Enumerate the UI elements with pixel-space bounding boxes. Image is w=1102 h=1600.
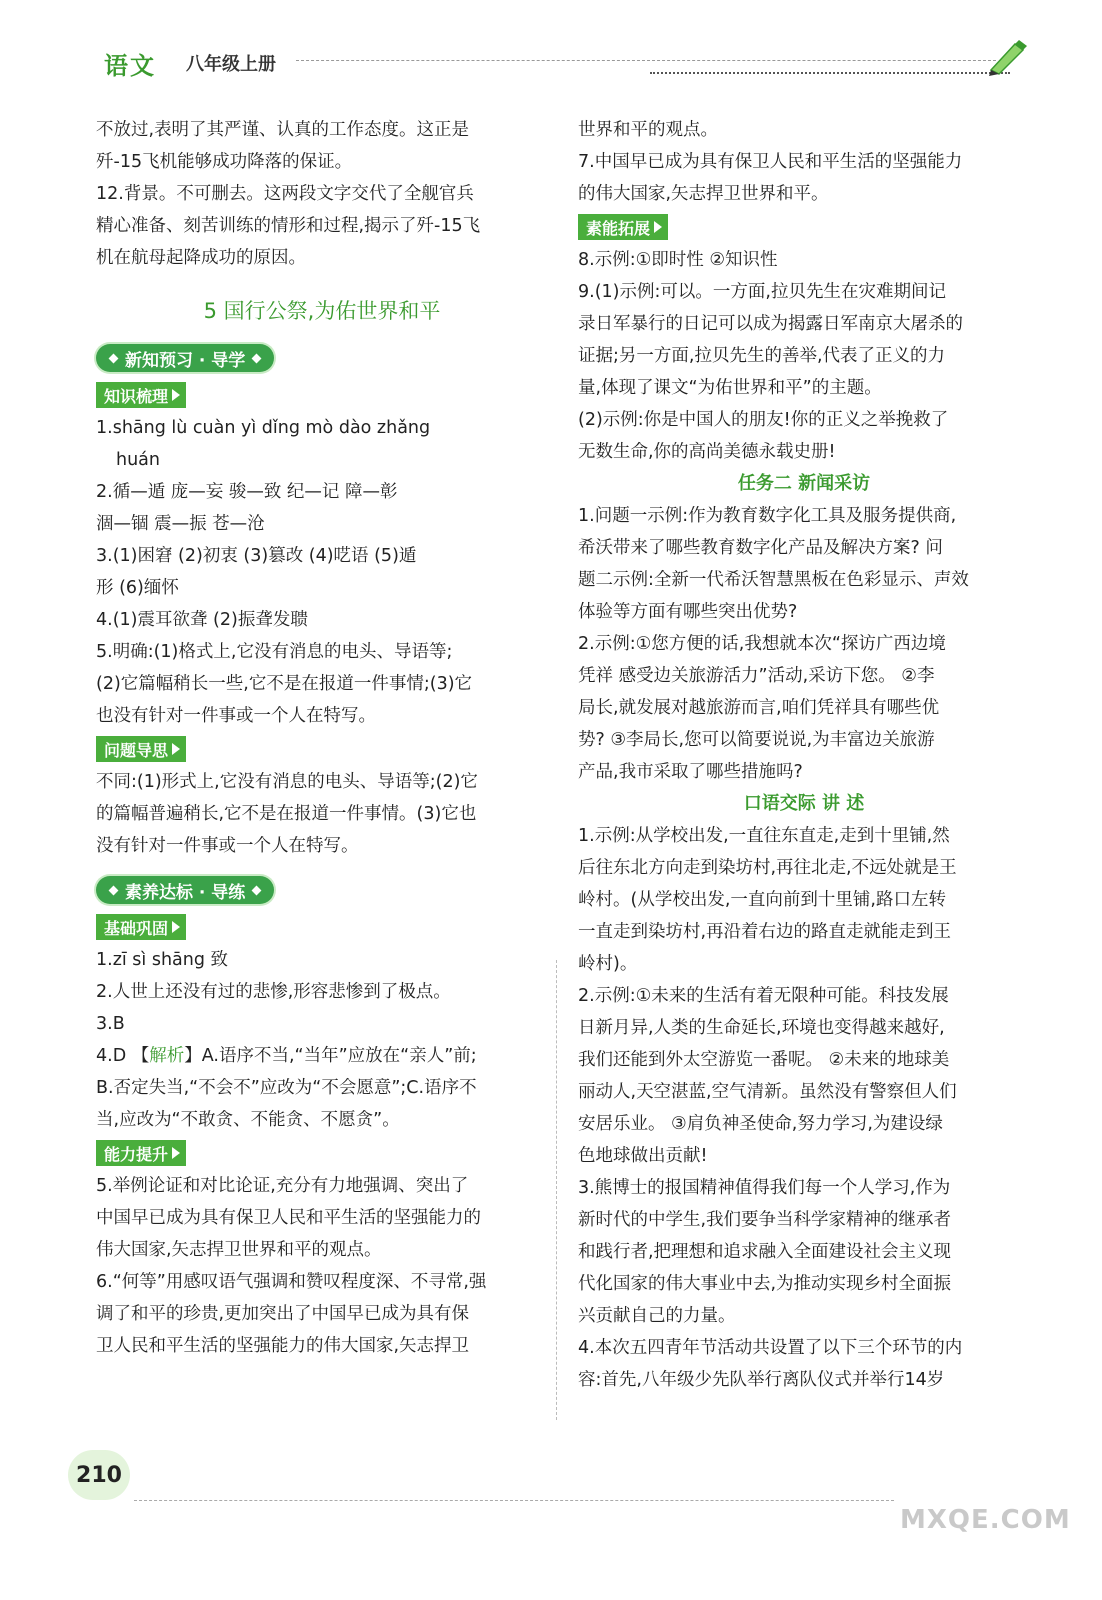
text-line: 3.B — [96, 1014, 125, 1034]
text-line: 量,体现了课文“为佑世界和平”的主题。 — [578, 378, 882, 398]
text-line: 6.“何等”用感叹语气强调和赞叹程度深、不寻常,强 — [96, 1272, 487, 1292]
text-line: 局长,就发展对越旅游而言,咱们凭祥具有哪些优 — [578, 698, 940, 718]
ability-6 — [96, 1266, 548, 1362]
text-line: 和践行者,把理想和追求融入全面建设社会主义现 — [578, 1242, 952, 1262]
answer-4 — [96, 604, 548, 636]
basic-4 — [96, 1072, 548, 1136]
header-subject: 语文 — [104, 52, 156, 80]
diamond-icon — [109, 353, 119, 363]
answer-block — [96, 114, 548, 178]
text-line: 7.中国早已成为具有保卫人民和平生活的坚强能力 — [578, 152, 963, 172]
header-rule — [296, 60, 996, 61]
text-line: 体验等方面有哪些突出优势? — [578, 602, 798, 622]
page-header — [0, 0, 1102, 100]
text-line: B.否定失当,“不会不”应改为“不会愿意”;C.语序不 — [96, 1078, 477, 1098]
page-number: 210 — [68, 1450, 130, 1500]
text-line: 证据;另一方面,拉贝先生的善举,代表了正义的力 — [578, 346, 946, 366]
text-line: 1.shāng lù cuàn yì dǐng mò dào zhǎng — [96, 418, 431, 438]
diamond-icon — [109, 885, 119, 895]
basic-1 — [96, 944, 548, 976]
basic-4-text: 】A.语序不当,“当年”应放在“亲人”前; — [184, 1046, 477, 1066]
text-line: 日新月异,人类的生命延长,环境也变得越来越好, — [578, 1018, 945, 1038]
pill-label: 新知预习 · 导学 — [125, 350, 246, 371]
text-line: 5.明确:(1)格式上,它没有消息的电头、导语等; — [96, 642, 453, 662]
text-line: 1.问题一示例:作为教育数字化工具及服务提供商, — [578, 506, 957, 526]
answer-5 — [96, 636, 548, 732]
basic-4-prefix: 4.D 【 — [96, 1046, 150, 1066]
task-1 — [578, 500, 1030, 628]
left-column — [96, 114, 548, 1362]
text-line: 中国早已成为具有保卫人民和平生活的坚强能力的 — [96, 1208, 481, 1228]
diamond-icon — [252, 885, 262, 895]
tag-question-guide — [96, 736, 186, 762]
tag-extension — [578, 214, 668, 240]
text-line: (2)它篇幅稍长一些,它不是在报道一件事情;(3)它 — [96, 674, 473, 694]
answer-guide — [96, 766, 548, 862]
triangle-right-icon — [172, 743, 180, 755]
text-line: 录日军暴行的日记可以成为揭露日军南京大屠杀的 — [578, 314, 963, 334]
text-line: 4.(1)震耳欲聋 (2)振聋发聩 — [96, 610, 308, 630]
section-pill-preview — [96, 344, 274, 372]
triangle-right-icon — [172, 389, 180, 401]
text-line: 形 (6)缅怀 — [96, 578, 179, 598]
triangle-right-icon — [654, 221, 662, 233]
column-divider — [556, 960, 557, 1420]
ability-5 — [96, 1170, 548, 1266]
text-line: 没有针对一件事或一个人在特写。 — [96, 836, 359, 856]
answer-2 — [96, 476, 548, 540]
answer-12 — [96, 178, 548, 274]
answer-3 — [96, 540, 548, 604]
oral-2 — [578, 980, 1030, 1172]
text-line: 歼-15飞机能够成功降落的保证。 — [96, 152, 353, 172]
text-line: 2.人世上还没有过的悲惨,形容悲惨到了极点。 — [96, 982, 451, 1002]
tag-label: 基础巩固 — [104, 918, 169, 938]
text-line: 色地球做出贡献! — [578, 1146, 708, 1166]
tag-knowledge — [96, 382, 186, 408]
text-line: 2.示例:①未来的生活有着无限种可能。科技发展 — [578, 986, 949, 1006]
text-line: 凭祥 感受边关旅游活力”活动,采访下您。 ②李 — [578, 666, 935, 686]
triangle-right-icon — [172, 921, 180, 933]
section-title: 5 国行公祭,为佑世界和平 — [203, 299, 441, 323]
text-line: 9.(1)示例:可以。一方面,拉贝先生在灾难期间记 — [578, 282, 946, 302]
oral-1 — [578, 820, 1030, 980]
answer-1 — [96, 412, 548, 476]
text-line: 题二示例:全新一代希沃智慧黑板在色彩显示、声效 — [578, 570, 969, 590]
oral-3 — [578, 1172, 1030, 1332]
footer-rule — [134, 1500, 894, 1501]
text-line: 希沃带来了哪些教育数字化产品及解决方案? 问 — [578, 538, 943, 558]
text-line: 2.示例:①您方便的话,我想就本次“探访广西边境 — [578, 634, 946, 654]
text-line: 丽动人,天空湛蓝,空气清新。虽然没有警察但人们 — [578, 1082, 957, 1102]
tag-basics — [96, 914, 186, 940]
text-line: 的篇幅普遍稍长,它不是在报道一件事情。(3)它也 — [96, 804, 477, 824]
tag-ability — [96, 1140, 186, 1166]
text-line: 调了和平的珍贵,更加突出了中国早已成为具有保 — [96, 1304, 470, 1324]
text-line: 3.(1)困窘 (2)初衷 (3)篡改 (4)呓语 (5)遁 — [96, 546, 417, 566]
task-2 — [578, 628, 1030, 788]
text-line: 兴贡献自己的力量。 — [578, 1306, 736, 1326]
text-line: 2.循—遁 庞—妄 骏—致 纪—记 障—彰 — [96, 482, 398, 502]
basic-4-lead — [96, 1040, 548, 1072]
basic-2 — [96, 976, 548, 1008]
text-line: 无数生命,你的高尚美德永载史册! — [578, 442, 836, 462]
text-line: 卫人民和平生活的坚强能力的伟大国家,矢志捍卫 — [96, 1336, 470, 1356]
text-line: 不放过,表明了其严谨、认真的工作态度。这正是 — [96, 120, 470, 140]
text-line: 也没有针对一件事或一个人在特写。 — [96, 706, 376, 726]
text-line: 世界和平的观点。 — [578, 120, 718, 140]
text-line: 容:首先,八年级少先队举行离队仪式并举行14岁 — [578, 1370, 945, 1390]
tag-label: 能力提升 — [104, 1144, 169, 1164]
section-pill-practice — [96, 876, 274, 904]
basic-3 — [96, 1008, 548, 1040]
text-line: 的伟大国家,矢志捍卫世界和平。 — [578, 184, 829, 204]
tag-label: 素能拓展 — [586, 218, 651, 238]
triangle-right-icon — [172, 1147, 180, 1159]
task2-title: 任务二 新闻采访 — [737, 473, 871, 494]
text-line: 5.举例论证和对比论证,充分有力地强调、突出了 — [96, 1176, 469, 1196]
text-line: 涸—锢 震—振 苍—沧 — [96, 514, 265, 534]
text-line: 岭村。(从学校出发,一直向前到十里铺,路口左转 — [578, 890, 946, 910]
text-line: 1.zī sì shāng 致 — [96, 950, 229, 970]
answer-continued — [578, 114, 1030, 146]
text-line: 代化国家的伟大事业中去,为推动实现乡村全面振 — [578, 1274, 952, 1294]
text-line: 我们还能到外太空游览一番呢。 ②未来的地球美 — [578, 1050, 950, 1070]
text-line: 精心准备、刻苦训练的情形和过程,揭示了歼-15飞 — [96, 216, 481, 236]
pen-icon — [985, 36, 1029, 76]
answer-7 — [578, 146, 1030, 210]
header-dotted-rule — [650, 72, 1010, 74]
text-line: 1.示例:从学校出发,一直往东直走,走到十里铺,然 — [578, 826, 950, 846]
oral-title: 口语交际 讲 述 — [743, 793, 865, 814]
header-grade: 八年级上册 — [186, 54, 276, 75]
text-line: 后往东北方向走到染坊村,再往北走,不远处就是王 — [578, 858, 957, 878]
text-line: 不同:(1)形式上,它没有消息的电头、导语等;(2)它 — [96, 772, 478, 792]
pill-label: 素养达标 · 导练 — [125, 882, 246, 903]
diamond-icon — [252, 353, 262, 363]
text-line: 新时代的中学生,我们要争当科学家精神的继承者 — [578, 1210, 952, 1230]
text-line: huán — [116, 450, 160, 470]
text-line: 12.背景。不可删去。这两段文字交代了全舰官兵 — [96, 184, 474, 204]
text-line: 机在航母起降成功的原因。 — [96, 248, 306, 268]
text-line: 伟大国家,矢志捍卫世界和平的观点。 — [96, 1240, 382, 1260]
text-line: 一直走到染坊村,再沿着右边的路直走就能走到王 — [578, 922, 952, 942]
text-line: 3.熊博士的报国精神值得我们每一个人学习,作为 — [578, 1178, 951, 1198]
text-line: 8.示例:①即时性 ②知识性 — [578, 250, 778, 270]
text-line: (2)示例:你是中国人的朋友!你的正义之举挽救了 — [578, 410, 949, 430]
answer-9 — [578, 276, 1030, 468]
watermark: MXQE.COM — [900, 1505, 1071, 1535]
text-line: 安居乐业。 ③肩负神圣使命,努力学习,为建设绿 — [578, 1114, 943, 1134]
text-line: 当,应改为“不敢贪、不能贪、不愿贪”。 — [96, 1110, 400, 1130]
oral-4 — [578, 1332, 1030, 1396]
text-line: 势? ③李局长,您可以简要说说,为丰富边关旅游 — [578, 730, 935, 750]
text-line: 4.本次五四青年节活动共设置了以下三个环节的内 — [578, 1338, 963, 1358]
text-line: 岭村)。 — [578, 954, 638, 974]
answer-8 — [578, 244, 1030, 276]
tag-label: 知识梳理 — [104, 386, 169, 406]
analysis-label: 解析 — [149, 1046, 185, 1066]
tag-label: 问题导思 — [104, 740, 169, 760]
right-column — [578, 114, 1030, 1396]
text-line: 产品,我市采取了哪些措施吗? — [578, 762, 803, 782]
